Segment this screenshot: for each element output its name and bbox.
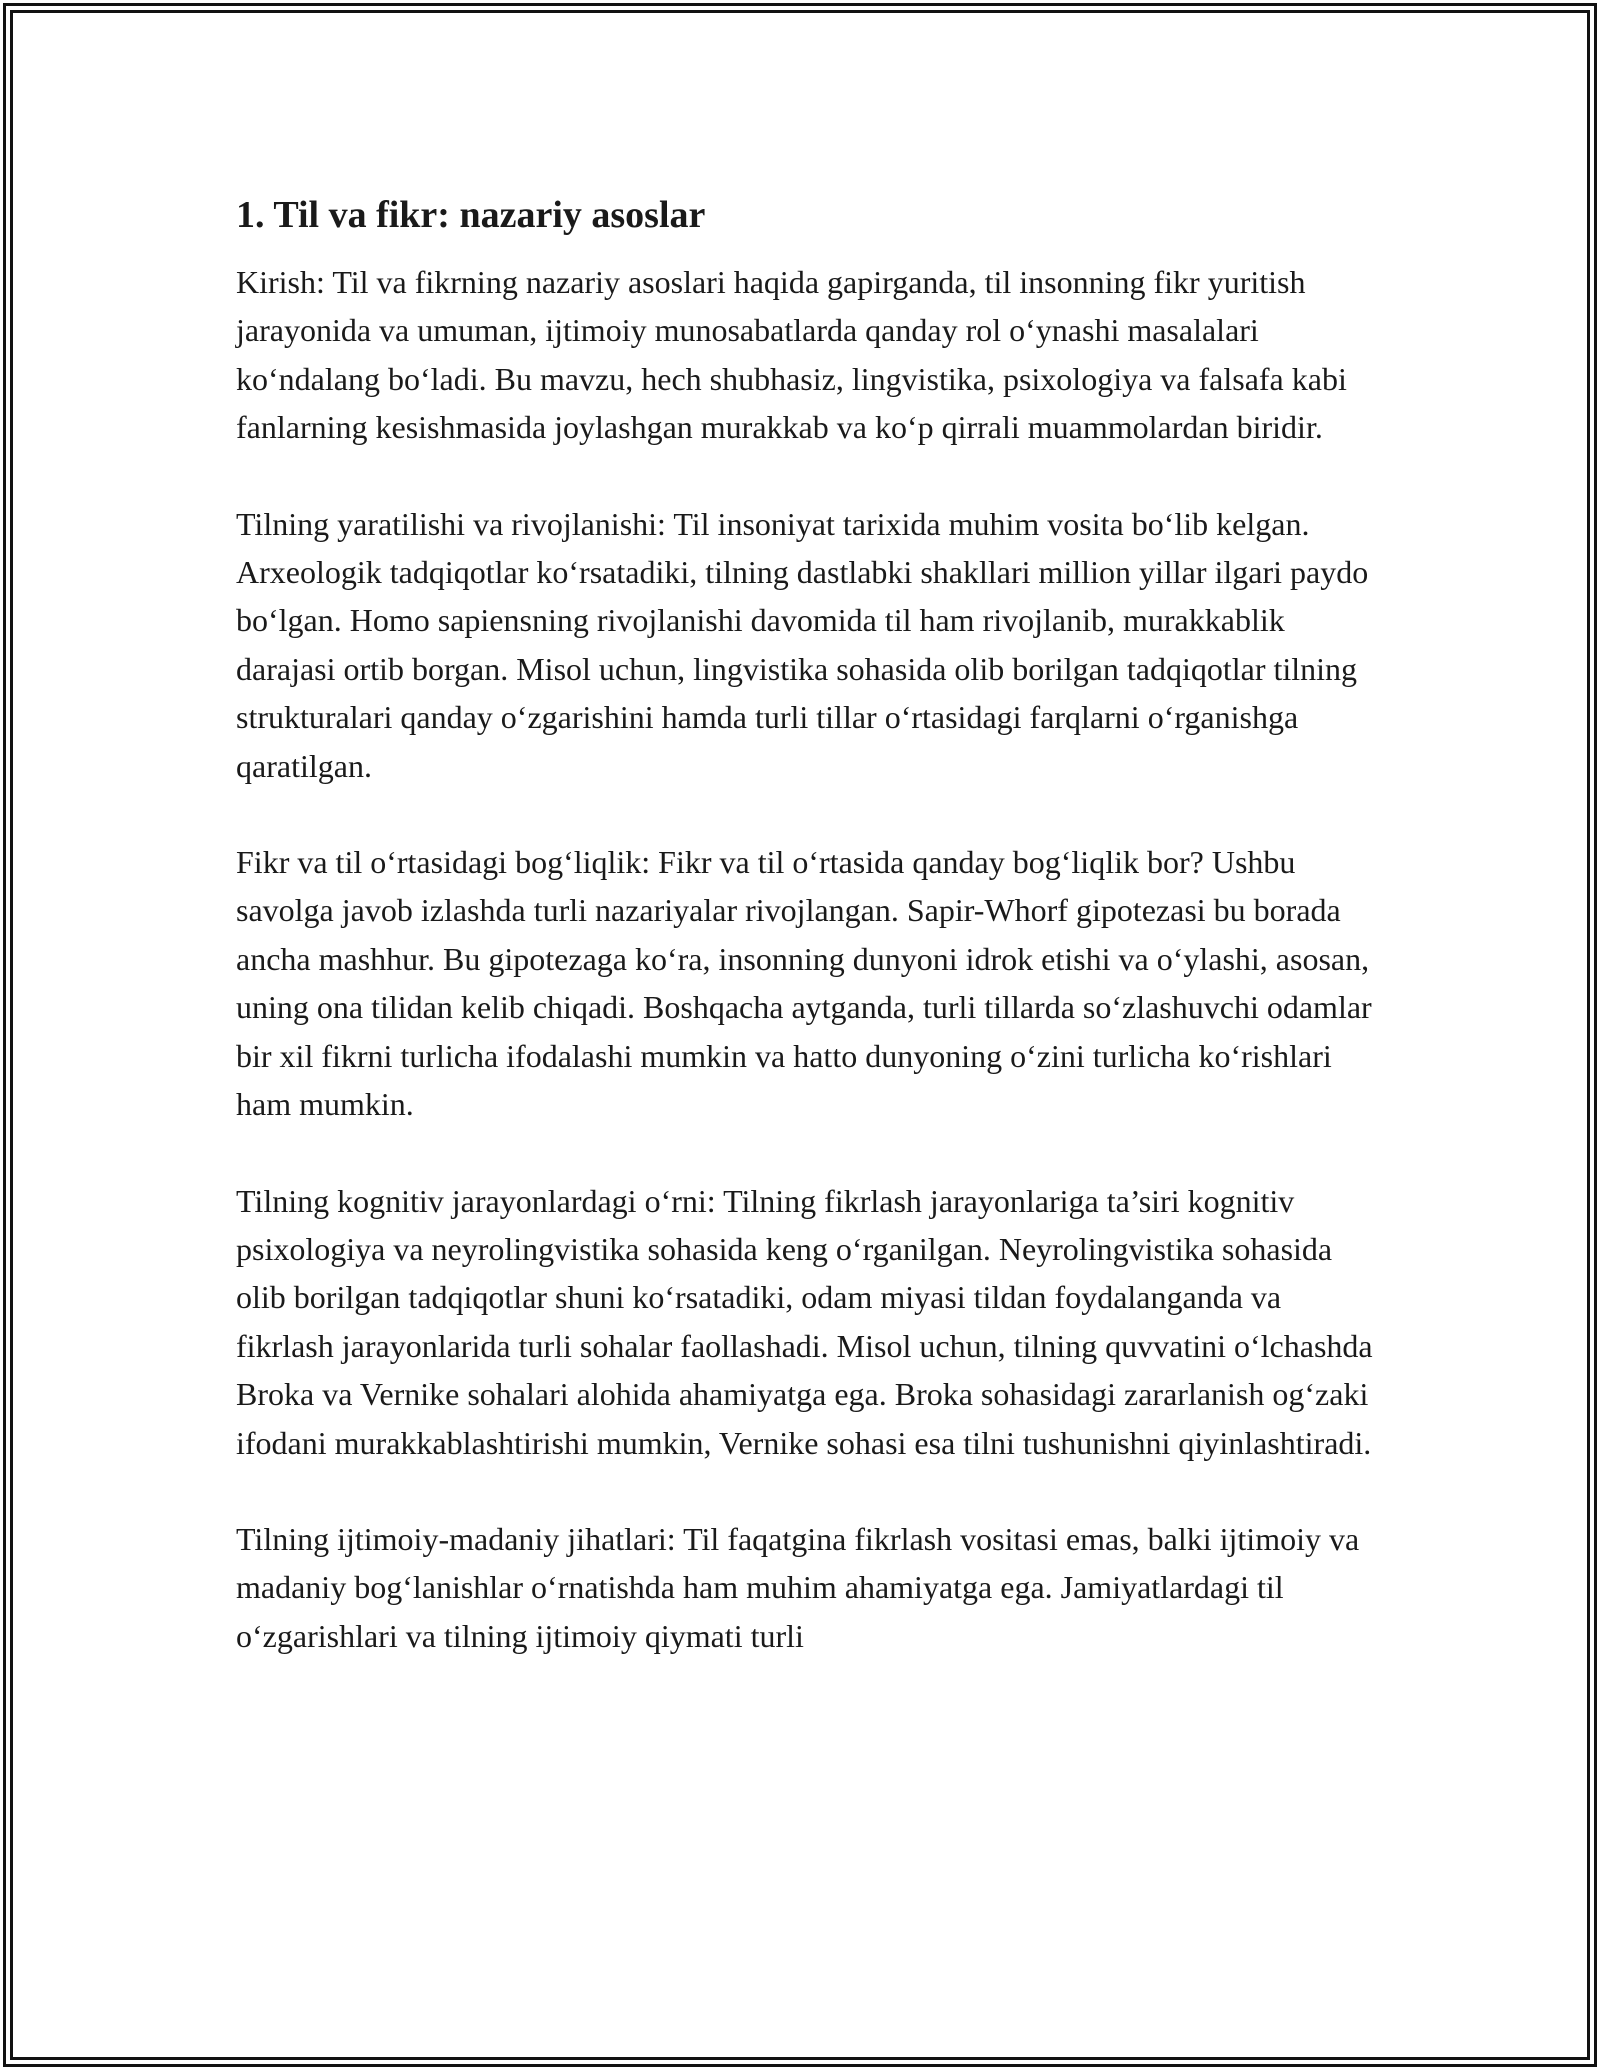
paragraph-language-origin: Tilning yaratilishi va rivojlanishi: Til insoniyat tarixida muhim vosita bo‘lib kelgan. Arxeologik tadqiqotlar ko‘rsatadiki, tilning dastlabki shakllari million yillar ilgari paydo bo‘lgan. Homo sapiensning rivojlanishi davomida til ham rivojlanib, murakkablik darajasi ortib borgan. Misol uchun, lingvistika sohasida olib borilgan tadqiqotlar tilning strukturalari qanday o‘zgarishini hamda turli tillar o‘rtasidagi farqlarni o‘rganishga qaratilgan. [236,505,1369,784]
paragraph-sociocultural-aspects: Tilning ijtimoiy-madaniy jihatlari: Til faqatgina fikrlash vositasi emas, balki ijtimoiy va madaniy bog‘lanishlar o‘rnatishda ham muhim ahamiyatga ega. Jamiyatlardagi til o‘zgarishlari va tilning ijtimoiy qiymati turli [236,1520,1360,1654]
paragraph-thought-language-link: Fikr va til o‘rtasidagi bog‘liqlik: Fikr va til o‘rtasida qanday bog‘liqlik bor? Ushbu savolga javob izlashda turli nazariyalar rivojlangan. Sapir-Whorf gipotezasi bu borada ancha mashhur. Bu gipotezaga ko‘ra, insonning dunyoni idrok etishi va o‘ylashi, asosan, uning ona tilidan kelib chiqadi. Boshqacha aytganda, turli tillarda so‘zlashuvchi odamlar bir xil fikrni turlicha ifodalashi mumkin va hatto dunyoning o‘zini turlicha ko‘rishlari ham mumkin. [236,844,1372,1123]
section-heading: 1. Til va fikr: nazariy asoslar [236,194,706,236]
paragraph-cognitive-role: Tilning kognitiv jarayonlardagi o‘rni: Tilning fikrlash jarayonlariga ta’siri kognitiv psixologiya va neyrolingvistika sohasida keng o‘rganilgan. Neyrolingvistika sohasida olib borilgan tadqiqotlar shuni ko‘rsatadiki, odam miyasi tildan foydalanganda va fikrlash jarayonlarida turli sohalar faollashadi. Misol uchun, tilning quvvatini o‘lchashda Broka va Vernike sohalari alohida ahamiyatga ega. Broka sohasidagi zararlanish og‘zaki ifodani murakkablashtirishi mumkin, Vernike sohasi esa tilni tushunishni qiyinlashtiradi. [236,1182,1373,1461]
document-body [236,190,1376,1708]
paragraph-introduction: Kirish: Til va fikrning nazariy asoslari haqida gapirganda, til insonning fikr yuritish jarayonida va umuman, ijtimoiy munosabatlarda qanday rol o‘ynashi masalalari ko‘ndalang bo‘ladi. Bu mavzu, hech shubhasiz, lingvistika, psixologiya va falsafa kabi fanlarning kesishmasida joylashgan murakkab va ko‘p qirrali muammolardan biridir. [236,264,1347,446]
